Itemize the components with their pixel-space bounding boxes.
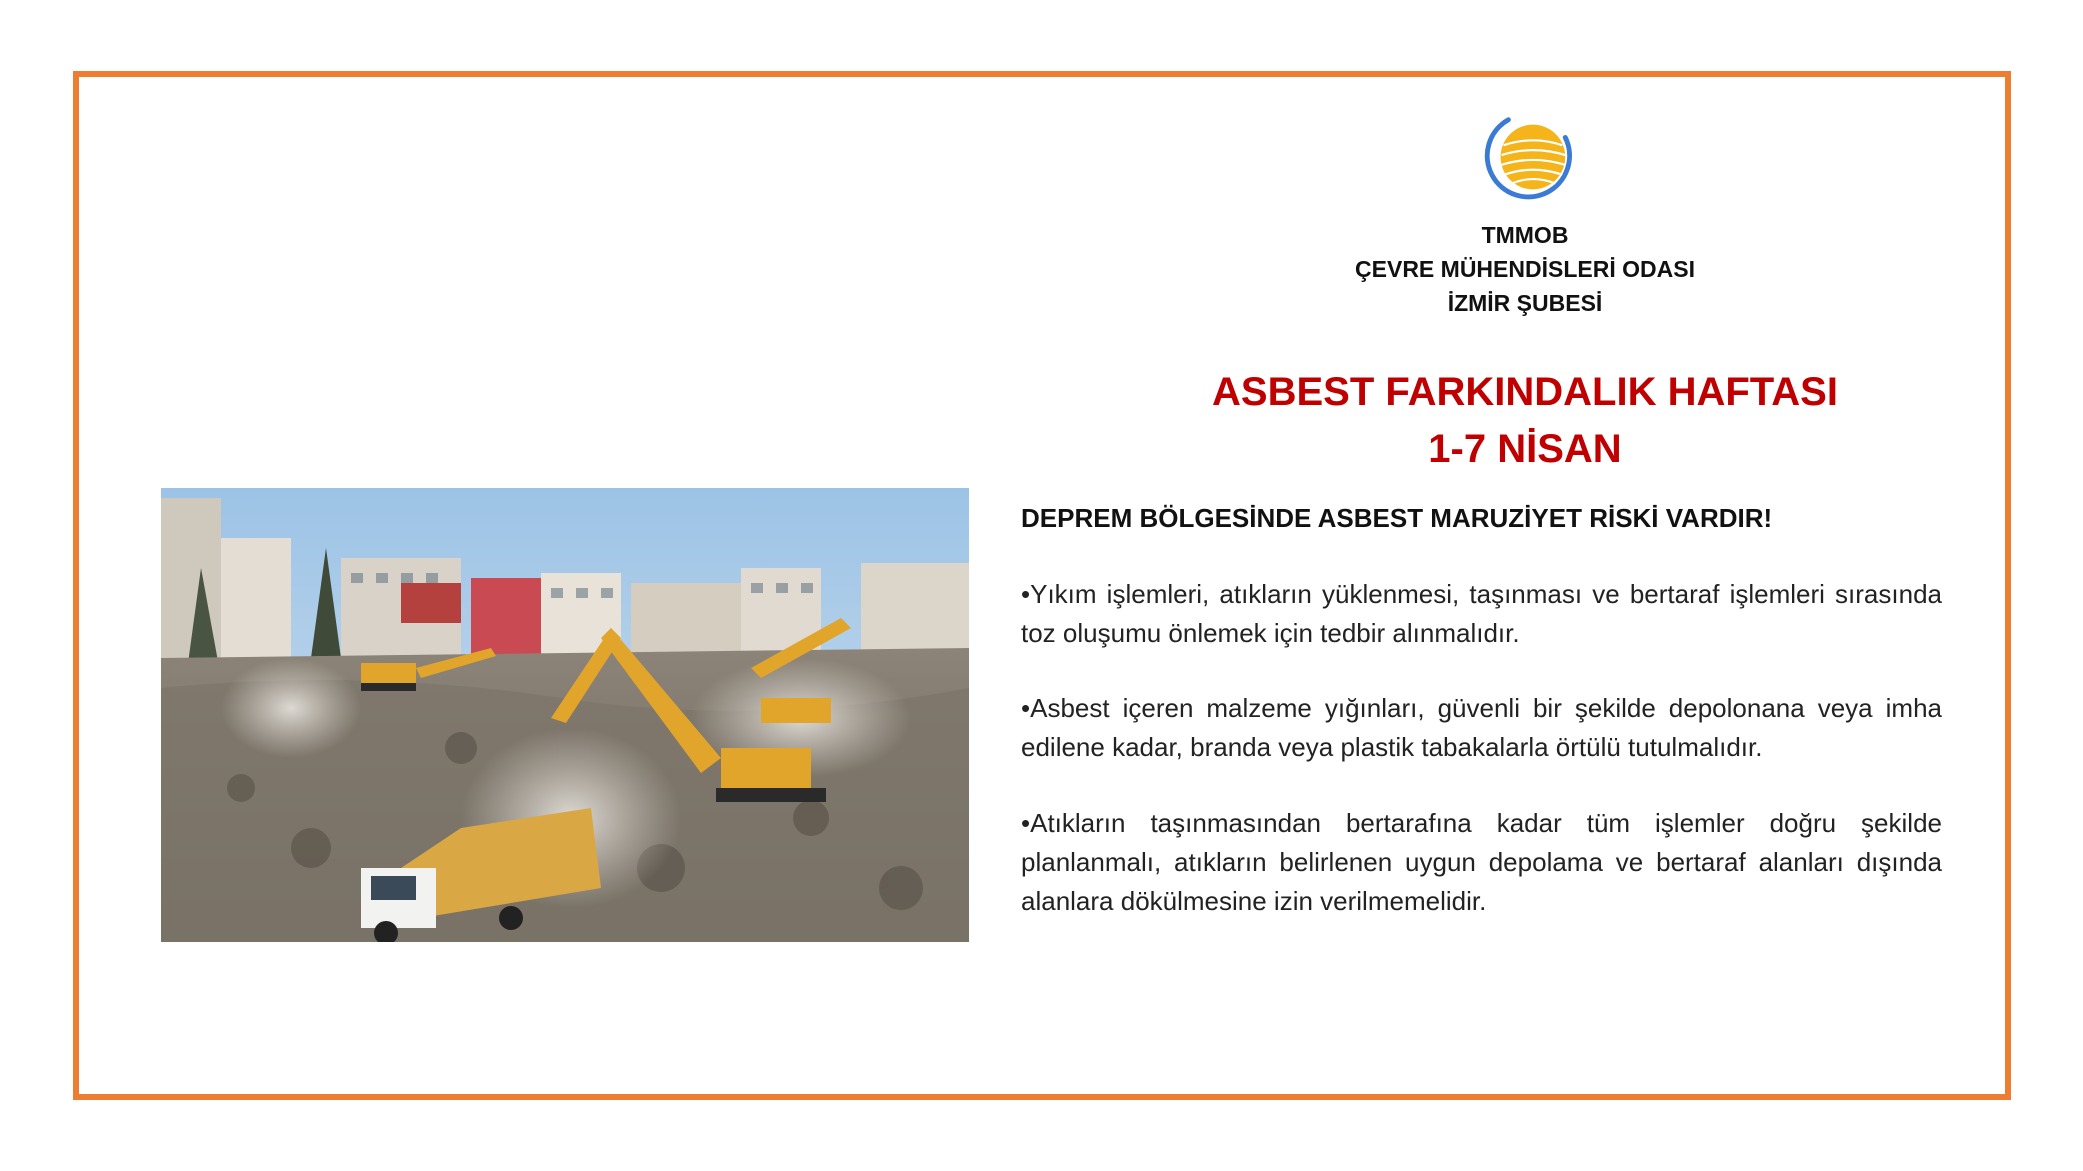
org-name-line-1: TMMOB — [1481, 222, 1569, 248]
headline: DEPREM BÖLGESİNDE ASBEST MARUZİYET RİSKİ VARDIR! — [1021, 503, 1773, 533]
page-subtitle-date: 1-7 NİSAN — [1428, 427, 1622, 471]
bullet-item: •Yıkım işlemleri, atıkların yüklenmesi, taşınması ve bertaraf işlemleri sırasında toz oluşumu önlemek için tedbir alınmalıdır. — [1021, 579, 1942, 648]
bullet-item: •Asbest içeren malzeme yığınları, güvenli bir şekilde depolonana veya imha edilene kadar, branda veya plastik tabakalarla örtülü tutulmalıdır. — [1021, 693, 1942, 762]
page-title: ASBEST FARKINDALIK HAFTASI — [1212, 370, 1838, 414]
globe-logo-icon — [1479, 108, 1577, 206]
bullet-item: •Atıkların taşınmasından bertarafına kadar tüm işlemler doğru şekilde planlanmalı, atıkların belirlenen uygun depolama ve bertaraf alanları dışında alanlara dökülmesine izin verilmemelidir. — [1021, 808, 1942, 916]
org-name-line-2: ÇEVRE MÜHENDİSLERİ ODASI — [1355, 256, 1695, 282]
org-name-line-3: İZMİR ŞUBESİ — [1447, 290, 1603, 316]
demolition-site-photo — [161, 488, 969, 942]
